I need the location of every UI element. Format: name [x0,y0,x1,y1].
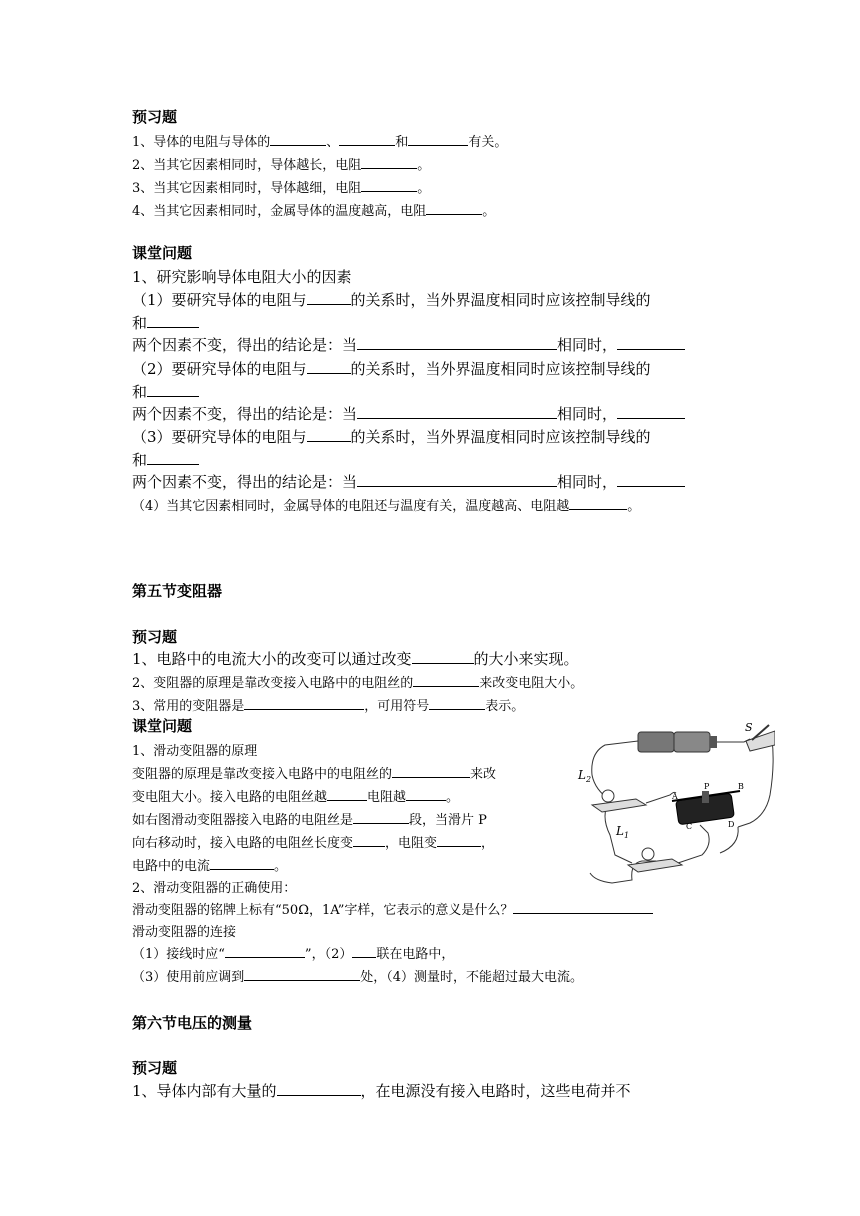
blank[interactable] [277,1081,361,1096]
label-c: C [686,822,693,831]
class2-line8: 滑动变阻器的铭牌上标有“50Ω，1A”字样，它表示的意义是什么？ [132,899,653,918]
blank[interactable] [353,811,409,824]
label-a: A [672,792,678,801]
class2-line9: 滑动变阻器的连接 [132,925,237,940]
sub-q2-conclusion: 两个因素不变，得出的结论是：当 相同时， [132,403,685,424]
blank[interactable] [307,290,351,305]
blank[interactable] [413,674,479,687]
label-s: S [745,721,753,734]
bulb-base-icon [628,859,682,872]
rheostat-circuit-figure [570,715,775,890]
class2-line6: 电路中的电流 。 [132,855,287,874]
blank[interactable] [392,765,470,778]
blank[interactable] [513,901,653,914]
bulb-icon [642,848,654,860]
blank[interactable] [327,788,367,801]
label-p: P [704,782,710,791]
blank[interactable] [361,179,417,192]
preview-q1: 1、导体的电阻与导体的 、 和 有关。 [132,131,507,150]
battery-terminal-icon [710,736,717,748]
preview-heading-3: 预习题 [132,1059,178,1077]
class2-line10: （1）接线时应“ ”，（2） 联在电路中， [132,943,454,962]
class2-line11: （3）使用前应调到 处，（4）测量时，不能超过最大电流。 [132,966,583,985]
blank[interactable] [210,857,274,870]
blank[interactable] [270,133,326,146]
blank[interactable] [357,335,557,350]
class-heading-2: 课堂问题 [132,717,193,735]
blank[interactable] [617,335,685,350]
rheostat-slider-icon [702,791,709,803]
blank[interactable] [569,497,627,510]
label-b: B [738,782,744,791]
blank[interactable] [352,945,376,958]
preview-heading-2: 预习题 [132,628,178,646]
bulb-icon [602,790,614,802]
sub-q1-conclusion: 两个因素不变，得出的结论是：当 相同时， [132,334,685,355]
section-title-voltage: 第六节电压的测量 [132,1014,253,1032]
switch-base-icon [746,731,775,751]
class2-line7: 2、滑动变阻器的正确使用： [132,881,297,896]
blank[interactable] [307,359,351,374]
sub-q3: （3）要研究导体的电阻与 的关系时，当外界温度相同时应该控制导线的 [132,428,651,446]
blank[interactable] [147,450,199,465]
blank[interactable] [426,202,482,215]
blank[interactable] [357,472,557,487]
preview-q3: 3、当其它因素相同时，导体越细，电阻 。 [132,177,430,196]
sub-q2-and: 和 [132,381,199,402]
class-heading: 课堂问题 [132,244,193,262]
blank[interactable] [339,133,395,146]
blank[interactable] [357,404,557,419]
class-q1: 1、研究影响导体电阻大小的因素 [132,268,352,286]
section-title-variable-resistor: 第五节变阻器 [132,582,223,600]
class2-line5: 向右移动时，接入电路的电阻丝长度变 ，电阻变 ， [132,832,494,851]
blank[interactable] [244,697,364,710]
preview-q2: 2、当其它因素相同时，导体越长，电阻 。 [132,154,430,173]
sub-q2: （2）要研究导体的电阻与 的关系时，当外界温度相同时应该控制导线的 [132,360,651,378]
blank[interactable] [429,697,485,710]
class2-line2: 变阻器的原理是靠改变接入电路中的电阻丝的 来改 [132,763,496,782]
label-l2: $L_2$ [578,768,592,784]
blank[interactable] [437,834,481,847]
preview2-q1: 1、电路中的电流大小的改变可以通过改变 的大小来实现。 [132,650,579,668]
blank[interactable] [307,427,351,442]
class2-q1: 1、滑动变阻器的原理 [132,744,258,759]
sub-q4: （4）当其它因素相同时，金属导体的电阻还与温度有关，温度越高、电阻越 。 [132,495,640,514]
blank[interactable] [225,945,305,958]
preview2-q3: 3、常用的变阻器是 ，可用符号 表示。 [132,695,524,714]
sub-q1: （1）要研究导体的电阻与 的关系时，当外界温度相同时应该控制导线的 [132,291,651,309]
preview-q4: 4、当其它因素相同时，金属导体的温度越高，电阻 。 [132,200,495,219]
class2-line3: 变电阻大小。接入电路的电阻丝越 电阻越 。 [132,786,459,805]
blank[interactable] [408,133,468,146]
label-l1: $L_1$ [616,824,630,840]
label-d: D [728,820,735,829]
preview2-q2: 2、变阻器的原理是靠改变接入电路中的电阻丝的 来改变电阻大小。 [132,672,583,691]
sub-q3-and: 和 [132,449,199,470]
blank[interactable] [361,156,417,169]
blank[interactable] [412,649,474,664]
class2-line4: 如右图滑动变阻器接入电路的电阻丝是 段，当滑片 P [132,809,487,828]
blank[interactable] [617,472,685,487]
blank[interactable] [617,404,685,419]
blank[interactable] [147,313,199,328]
sub-q1-and: 和 [132,312,199,333]
blank[interactable] [244,968,360,981]
battery-icon [638,732,674,752]
sub-q3-conclusion: 两个因素不变，得出的结论是：当 相同时， [132,471,685,492]
battery-icon [674,732,710,752]
preview-heading: 预习题 [132,108,178,126]
blank[interactable] [353,834,385,847]
blank[interactable] [406,788,446,801]
preview3-q1: 1、导体内部有大量的 ，在电源没有接入电路时，这些电荷并不 [132,1082,631,1100]
bulb-base-icon [592,799,646,812]
blank[interactable] [147,382,199,397]
